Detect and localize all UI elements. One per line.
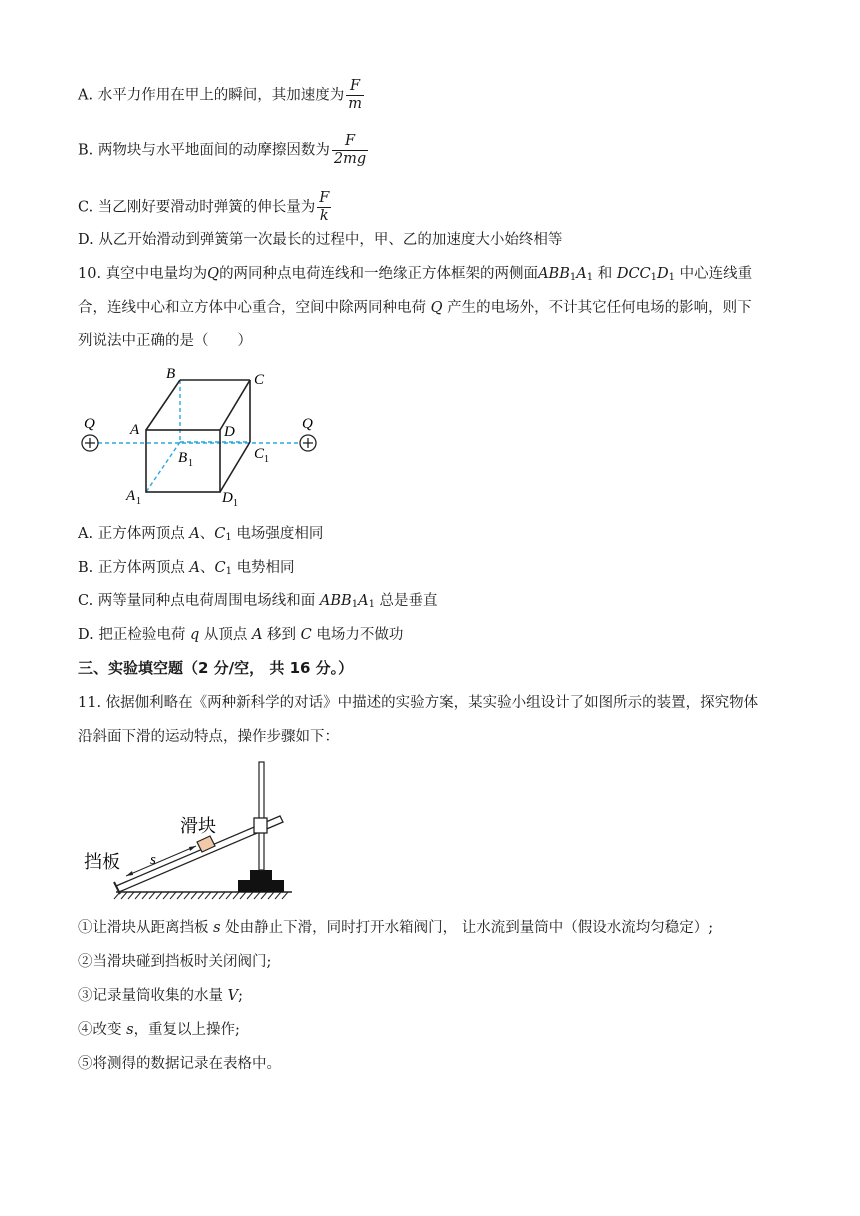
label-B1: B xyxy=(178,450,188,466)
text: C. 两等量同种点电荷周围电场线和面 xyxy=(78,593,316,609)
symbol: A xyxy=(358,593,369,609)
label-B1-sub: 1 xyxy=(188,458,193,469)
symbol: ABB xyxy=(319,593,352,609)
text: 真空中电量均为 xyxy=(105,266,208,282)
text: B. 正方体两顶点 xyxy=(78,560,185,576)
symbol-V: V xyxy=(227,988,239,1004)
subscript: 1 xyxy=(368,599,375,610)
arrow-head-left xyxy=(126,871,133,876)
fraction xyxy=(317,190,331,225)
text: ①让滑块从距离挡板 xyxy=(78,920,209,936)
question-11-line-1: 11. 依据伽利略在《两种新科学的对话》中描述的实验方案，某实验小组设计了如图所示的装置，探究物体 xyxy=(78,695,759,711)
symbol: A xyxy=(576,266,587,282)
symbol-Q: Q xyxy=(207,266,220,282)
text: A. 正方体两顶点 xyxy=(78,526,185,542)
label-Q-right: Q xyxy=(302,416,313,432)
text: 和 xyxy=(597,266,613,282)
option-10d xyxy=(78,625,403,645)
text: 从顶点 xyxy=(203,627,248,643)
step-2: ②当滑块碰到挡板时关闭阀门; xyxy=(78,954,272,970)
symbol: DCC xyxy=(616,266,651,282)
option-text: B. 两物块与水平地面间的动摩擦因数为 xyxy=(78,142,330,159)
option-9a xyxy=(78,78,364,113)
label-slider: 滑块 xyxy=(180,816,216,837)
symbol-s: s xyxy=(213,920,221,936)
stand-base-top xyxy=(250,870,272,880)
symbol: q xyxy=(189,627,200,643)
label-baffle: 挡板 xyxy=(84,852,120,873)
label-C: C xyxy=(254,372,265,388)
text: 中心连线重 xyxy=(679,266,753,282)
text: 电势相同 xyxy=(236,560,295,576)
text: 产生的电场外，不计其它任何电场的影响，则下 xyxy=(447,300,752,316)
text: ③记录量筒收集的水量 xyxy=(78,988,223,1004)
symbol-s: s xyxy=(126,1022,134,1038)
text: 合，连线中心和立方体中心重合，空间中除两同种电荷 xyxy=(78,300,426,316)
incline-figure xyxy=(80,758,310,900)
label-A: A xyxy=(130,422,140,438)
option-10c xyxy=(78,591,438,611)
text: ，重复以上操作; xyxy=(133,1022,240,1038)
label-D1: D xyxy=(222,490,233,506)
cube-figure xyxy=(72,362,332,512)
text: 、 xyxy=(199,526,215,542)
symbol: A xyxy=(251,627,263,643)
option-10b xyxy=(78,558,295,578)
text: ; xyxy=(238,988,243,1004)
numerator: F xyxy=(332,133,368,151)
ground-hatch xyxy=(114,892,288,899)
option-text: A. 水平力作用在甲上的瞬间，其加速度为 xyxy=(78,87,345,104)
subscript: 1 xyxy=(586,272,594,283)
symbol: A xyxy=(189,560,200,576)
question-11-line-2: 沿斜面下滑的运动特点，操作步骤如下： xyxy=(78,729,339,745)
numerator: F xyxy=(346,78,364,96)
text: 电场强度相同 xyxy=(236,526,324,542)
label-D1-sub: 1 xyxy=(233,498,238,509)
fraction xyxy=(332,133,368,168)
text: 电场力不做功 xyxy=(316,627,404,643)
section-heading: 三、实验填空题（2 分/空， 共 16 分。） xyxy=(78,659,354,677)
step-4 xyxy=(78,1020,240,1040)
hidden-edge xyxy=(146,442,180,492)
stand-rod xyxy=(259,762,264,870)
question-10-line-1 xyxy=(78,264,752,284)
symbol: C xyxy=(214,560,226,576)
label-A1-sub: 1 xyxy=(136,496,141,507)
step-1 xyxy=(78,918,713,938)
question-10-line-2 xyxy=(78,298,752,318)
text: ④改变 xyxy=(78,1022,122,1038)
label-s: s xyxy=(150,852,156,868)
step-5: ⑤将测得的数据记录在表格中。 xyxy=(78,1056,281,1072)
text: 、 xyxy=(199,560,215,576)
symbol: C xyxy=(214,526,226,542)
option-text: C. 当乙刚好要滑动时弹簧的伸长量为 xyxy=(78,199,316,216)
label-A1: A xyxy=(126,488,136,504)
option-9d: D. 从乙开始滑动到弹簧第一次最长的过程中，甲、乙的加速度大小始终相等 xyxy=(78,232,563,248)
label-D: D xyxy=(224,424,235,440)
subscript: 1 xyxy=(569,272,577,283)
text: 处由静止下滑，同时打开水箱阀门， 让水流到量筒中（假设水流均匀稳定）; xyxy=(225,920,714,936)
label-C1: C xyxy=(254,446,265,462)
denominator: k xyxy=(319,208,329,224)
label-B: B xyxy=(166,366,176,382)
numerator: F xyxy=(319,190,330,206)
subscript: 1 xyxy=(668,272,676,283)
fraction xyxy=(346,78,364,113)
text: 移到 xyxy=(267,627,297,643)
symbol: A xyxy=(189,526,200,542)
text: 总是垂直 xyxy=(379,593,438,609)
option-9b xyxy=(78,133,368,168)
question-10-line-3: 列说法中正确的是（ ） xyxy=(78,333,252,349)
arrow-head-right xyxy=(189,846,196,851)
step-3 xyxy=(78,986,243,1006)
denominator: m xyxy=(348,96,362,112)
symbol: ABB xyxy=(538,266,570,282)
symbol: C xyxy=(300,627,312,643)
question-number: 10. xyxy=(78,266,102,282)
clamp xyxy=(254,818,267,833)
subscript: 1 xyxy=(650,272,658,283)
label-C1-sub: 1 xyxy=(264,454,269,465)
subscript: 1 xyxy=(225,532,232,543)
text: D. 把正检验电荷 xyxy=(78,627,186,643)
text: 的两同种点电荷连线和一绝缘正方体框架的两侧面 xyxy=(219,266,539,282)
denominator: 2mg xyxy=(333,151,367,167)
subscript: 1 xyxy=(351,599,359,610)
symbol: D xyxy=(657,266,669,282)
subscript: 1 xyxy=(225,566,232,577)
stand-base xyxy=(238,880,284,892)
label-Q-left: Q xyxy=(84,416,95,432)
option-10a xyxy=(78,524,323,544)
option-9c xyxy=(78,190,331,225)
symbol-Q: Q xyxy=(430,300,443,316)
